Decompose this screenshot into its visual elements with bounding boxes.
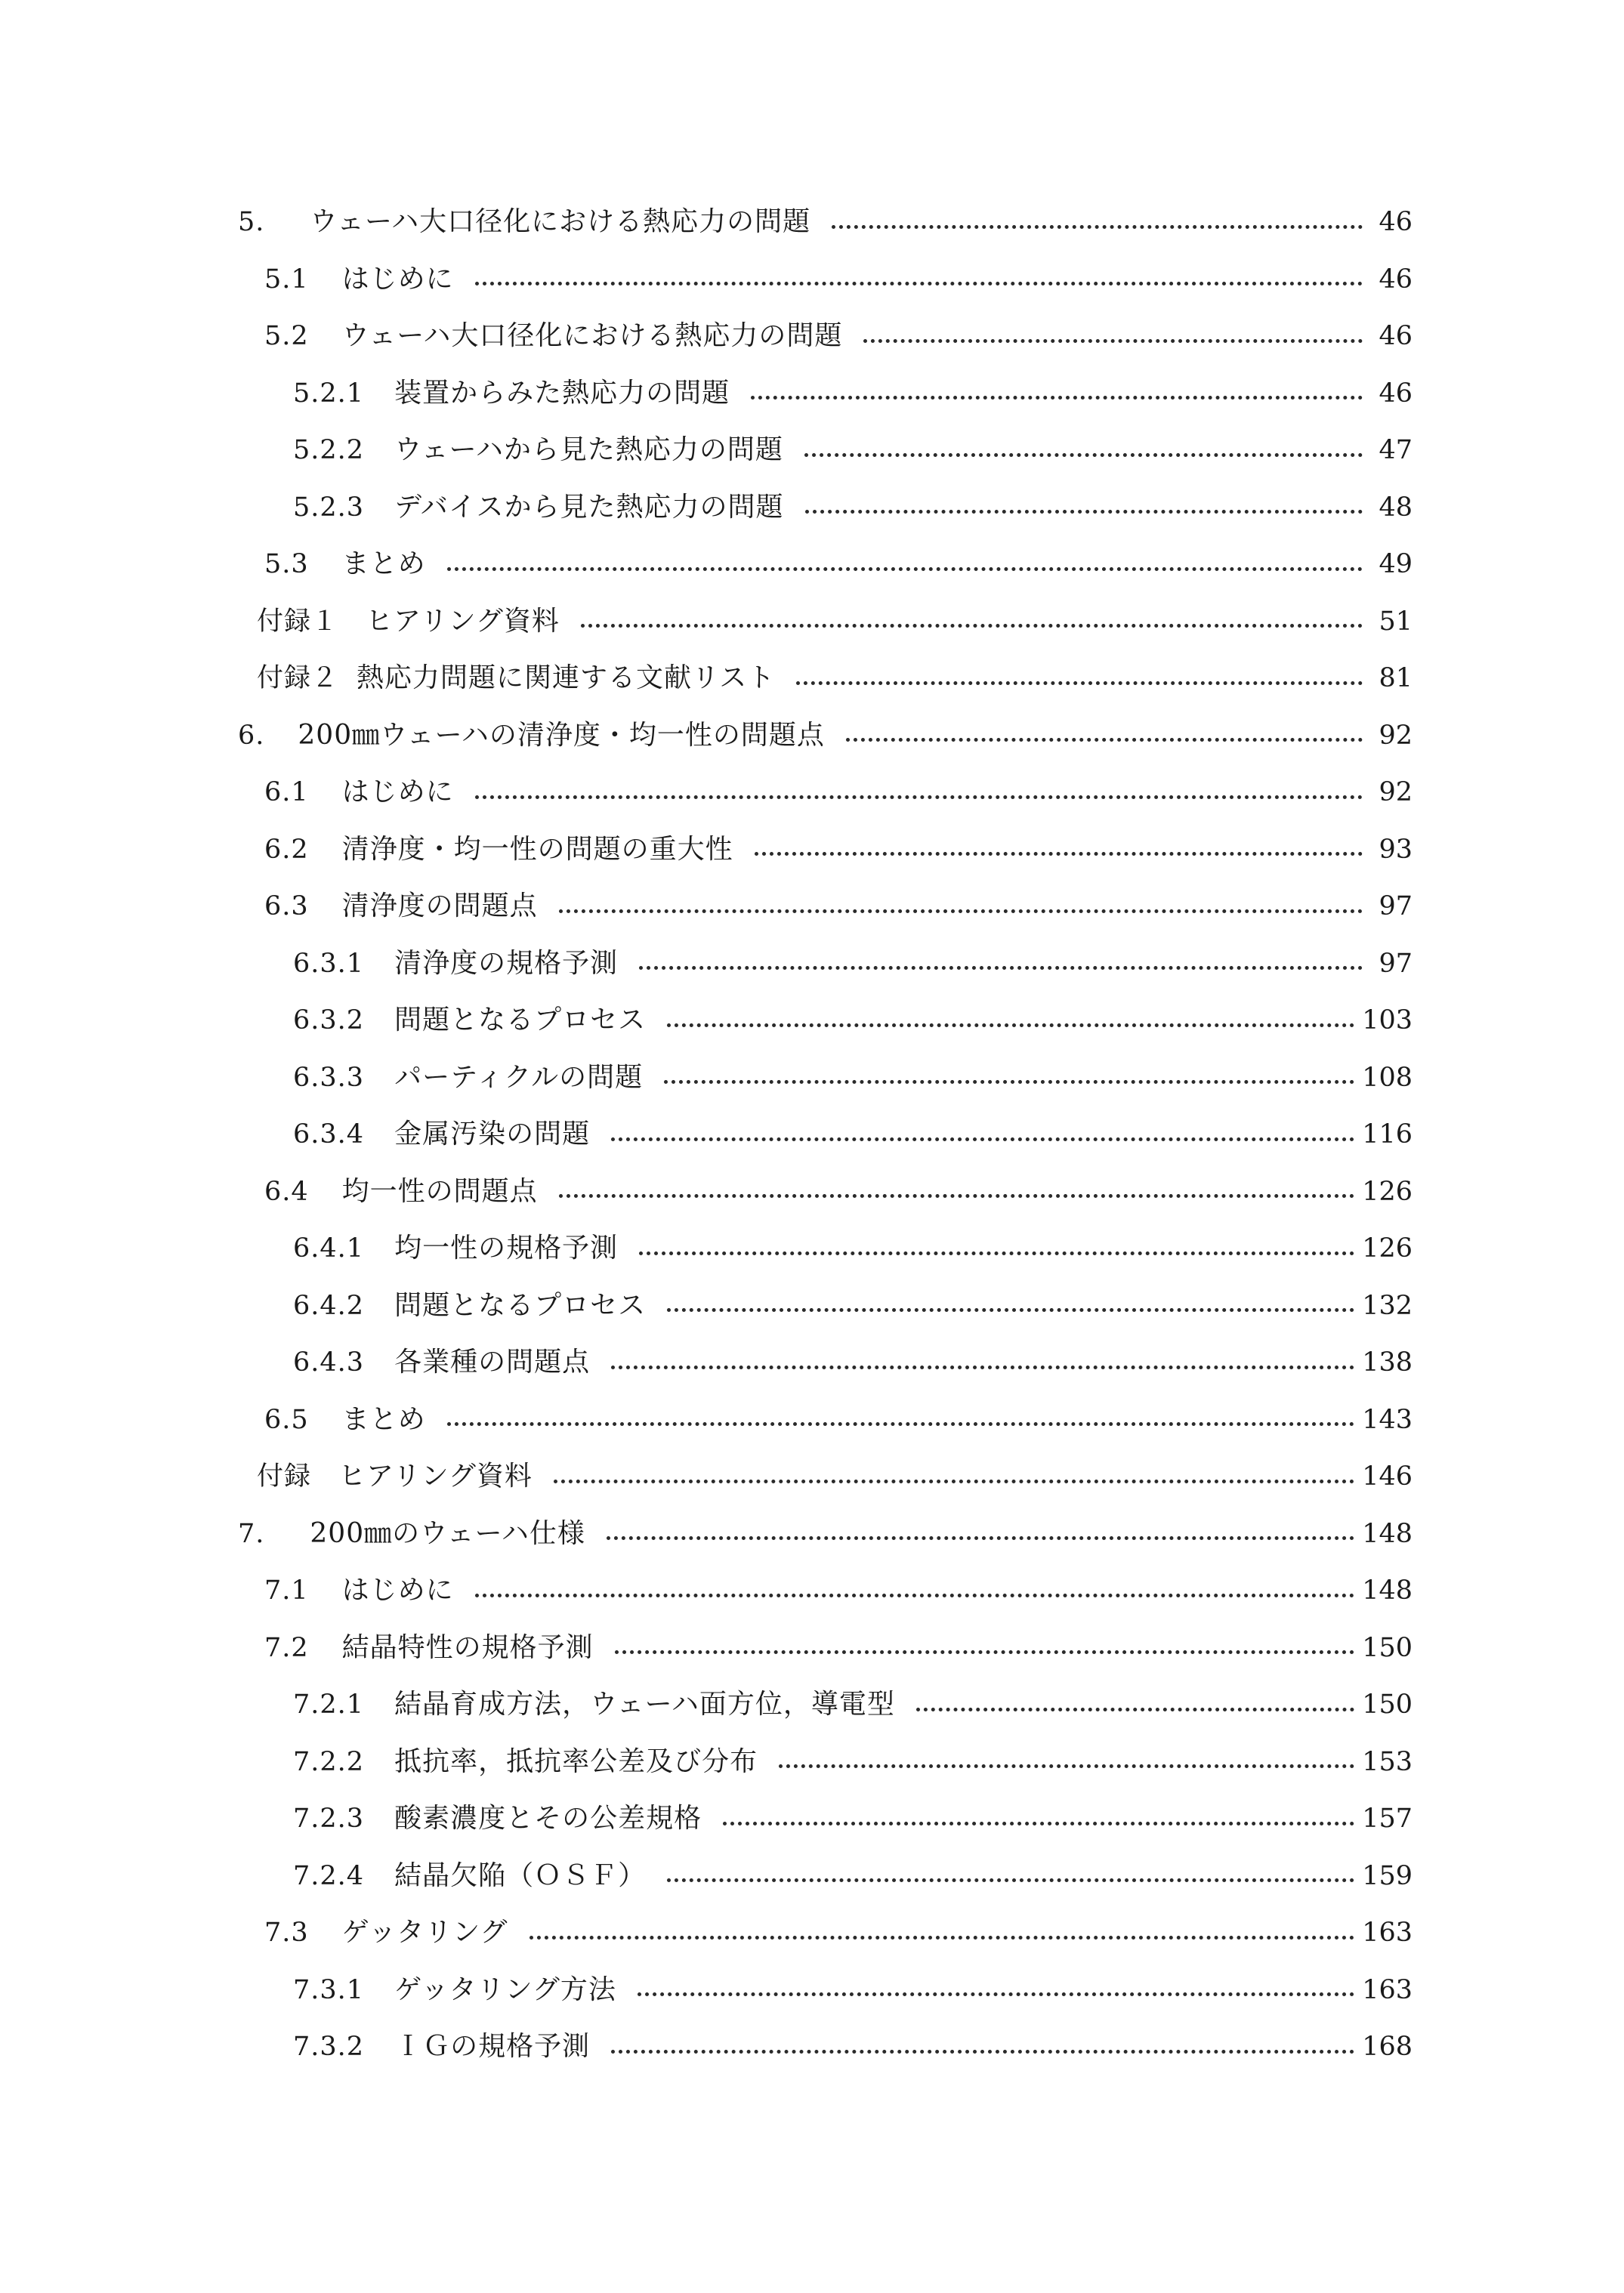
page-number: 157 [1362,1804,1413,1834]
page-number: 150 [1362,1690,1413,1720]
toc-entry [0,587,1624,644]
section-title: 清浄度の規格予測 [394,947,619,979]
section-title: 均一性の規格予測 [394,1233,619,1264]
section-number: 5.2.2 [293,435,365,465]
dot-leader [723,1822,1354,1825]
section-number: 7.1 [264,1575,309,1606]
table-of-contents [0,187,1624,2069]
toc-entry-line [293,1687,1413,1723]
page-number: 163 [1362,1974,1413,2005]
dot-leader [664,1080,1354,1084]
dot-leader [475,1594,1355,1597]
page-number: 126 [1362,1233,1413,1264]
toc-entry [0,473,1624,530]
toc-entry-line [257,1458,1413,1495]
toc-entry-line [238,718,1413,754]
toc-entry-line [293,1801,1413,1837]
toc-entry [0,1100,1624,1157]
dot-leader [804,453,1363,457]
dot-leader [447,567,1363,571]
page-number: 159 [1362,1860,1413,1891]
toc-entry [0,1328,1624,1385]
toc-entry-line [264,1630,1413,1666]
page-number: 138 [1362,1347,1413,1378]
section-number: 付録 [257,1461,312,1492]
section-number: 6.3.4 [293,1119,365,1150]
page-number: 103 [1362,1005,1413,1035]
page-number: 163 [1362,1918,1413,1948]
dot-leader [447,1422,1355,1426]
dot-leader [846,738,1363,742]
page-number: 108 [1362,1062,1413,1093]
page-number: 92 [1379,720,1413,751]
toc-entry [0,1556,1624,1613]
page-number: 143 [1362,1404,1413,1435]
toc-entry [0,1670,1624,1727]
toc-entry-line [264,832,1413,868]
section-number: 7.2.2 [293,1746,365,1777]
toc-entry-line [264,1915,1413,1951]
toc-entry [0,1157,1624,1214]
section-title: ヒアリング資料 [366,605,560,637]
section-title: ゲッタリング方法 [394,1974,616,2005]
section-title: 均一性の問題点 [341,1175,538,1207]
section-number: 付録２ [257,663,339,693]
section-title: 装置からみた熱応力の問題 [394,377,730,409]
section-number: 7.3.2 [293,2032,365,2062]
page-number: 46 [1379,264,1413,295]
section-title: ウェーハ大口径化における熱応力の問題 [341,320,843,351]
section-title: 問題となるプロセス [394,1289,647,1321]
section-title: ウェーハ大口径化における熱応力の問題 [310,206,811,237]
toc-entry [0,187,1624,245]
toc-entry-line [257,603,1413,640]
dot-leader [611,1137,1354,1141]
section-title: 結晶欠陥（ＯＳＦ） [394,1859,647,1891]
page-number: 168 [1362,2032,1413,2062]
page-number: 150 [1362,1632,1413,1663]
section-title: 結晶育成方法，ウェーハ面方位，導電型 [394,1689,895,1720]
toc-entry [0,1613,1624,1671]
dot-leader [475,795,1363,799]
toc-entry [0,872,1624,929]
toc-entry [0,1043,1624,1100]
dot-leader [832,225,1363,229]
dot-leader [529,1936,1355,1940]
section-number: 6.3.3 [293,1062,365,1093]
toc-entry [0,1841,1624,1899]
section-number: 5.2 [264,321,309,351]
page-number: 153 [1362,1746,1413,1777]
section-number: 5.1 [264,264,309,295]
toc-entry [0,986,1624,1043]
page-number: 46 [1379,207,1413,237]
toc-entry-line [293,1230,1413,1267]
toc-entry-line [293,1344,1413,1381]
toc-entry-line [293,1002,1413,1038]
section-number: 6.1 [264,777,309,807]
page-number: 132 [1362,1290,1413,1321]
section-number: 6.3 [264,891,309,921]
toc-entry-line [264,546,1413,582]
toc-entry-line [293,1116,1413,1153]
section-title: 酸素濃度とその公差規格 [394,1803,702,1834]
section-title: はじめに [341,1575,454,1606]
page-number: 47 [1379,435,1413,465]
toc-entry [0,1898,1624,1955]
section-title: 金属汚染の問題 [394,1119,591,1150]
dot-leader [559,909,1363,913]
section-title: ゲッタリング [341,1917,508,1948]
toc-entry-line [293,375,1413,412]
section-number: 7.2.4 [293,1860,365,1891]
dot-leader [751,396,1363,400]
section-number: 6.3.1 [293,948,365,979]
toc-entry [0,415,1624,473]
dot-leader [639,966,1363,970]
section-number: 6.5 [264,1404,309,1435]
section-title: 200㎜ウェーハの清浄度・均一性の問題点 [298,719,825,751]
page-number: 49 [1379,549,1413,579]
page-number: 51 [1379,606,1413,637]
toc-entry-line [264,1402,1413,1438]
toc-entry-line [293,2029,1413,2065]
toc-entry-line [293,946,1413,982]
page-number: 97 [1379,891,1413,921]
section-number: 5. [238,207,265,237]
toc-entry-line [264,774,1413,810]
dot-leader [559,1194,1355,1198]
dot-leader [581,624,1363,628]
section-title: 熱応力問題に関連する文献リスト [357,662,776,693]
toc-entry-line [264,1572,1413,1609]
section-number: 6. [238,720,265,751]
toc-entry [0,301,1624,359]
section-number: 7.2 [264,1632,309,1663]
toc-entry [0,815,1624,872]
section-title: 各業種の問題点 [394,1347,591,1378]
toc-entry [0,1214,1624,1271]
toc-entry [0,643,1624,701]
section-title: 問題となるプロセス [394,1005,647,1035]
toc-entry-line [293,1288,1413,1324]
section-title: 抵抗率，抵抗率公差及び分布 [394,1745,758,1777]
section-title: 200㎜のウェーハ仕様 [310,1517,585,1549]
dot-leader [615,1650,1355,1654]
section-title: まとめ [341,548,426,579]
toc-entry [0,1385,1624,1443]
dot-leader [475,282,1363,285]
toc-entry [0,1499,1624,1557]
page-number: 126 [1362,1176,1413,1207]
section-number: 5.2.1 [293,378,365,409]
toc-entry-line [293,1744,1413,1780]
dot-leader [916,1708,1354,1711]
page-number: 148 [1362,1518,1413,1549]
section-number: 7.2.3 [293,1804,365,1834]
section-number: 7.3.1 [293,1974,365,2005]
toc-entry-line [264,318,1413,354]
page-number: 46 [1379,321,1413,351]
section-title: デバイスから見た熱応力の問題 [394,491,784,523]
dot-leader [805,510,1363,514]
toc-entry-line [257,660,1413,696]
section-title: ＩＧの規格予測 [394,2031,591,2062]
toc-entry-line [293,1060,1413,1096]
dot-leader [554,1480,1354,1483]
section-number: 6.4 [264,1176,309,1207]
toc-entry-line [238,1516,1413,1552]
section-title: 結晶特性の規格予測 [341,1631,594,1663]
section-number: 7.3 [264,1918,309,1948]
dot-leader [611,2050,1354,2054]
section-number: 6.3.2 [293,1005,365,1035]
section-title: はじめに [341,776,454,807]
toc-entry [0,1727,1624,1785]
toc-entry [0,359,1624,416]
section-number: 5.2.3 [293,492,365,523]
page-number: 148 [1362,1575,1413,1606]
page-number: 92 [1379,777,1413,807]
toc-entry-line [264,888,1413,924]
toc-entry [0,1784,1624,1841]
section-title: 清浄度・均一性の問題の重大性 [341,833,733,865]
dot-leader [779,1764,1354,1768]
section-number: 7. [238,1518,265,1549]
section-title: ヒアリング資料 [338,1461,533,1492]
section-number: 付録１ [257,606,339,637]
page-number: 116 [1362,1119,1413,1150]
page-number: 146 [1362,1461,1413,1492]
toc-entry [0,929,1624,986]
dot-leader [667,1308,1354,1312]
section-title: 清浄度の問題点 [341,890,538,921]
dot-leader [755,852,1363,856]
dot-leader [667,1878,1354,1882]
page-number: 81 [1379,663,1413,693]
dot-leader [863,339,1363,343]
toc-entry-line [293,1972,1413,2008]
section-title: はじめに [341,263,454,295]
toc-entry [0,2012,1624,2069]
toc-entry-line [264,261,1413,298]
section-title: ウェーハから見た熱応力の問題 [394,434,783,465]
dot-leader [611,1366,1354,1369]
dot-leader [796,681,1363,685]
section-title: パーティクルの問題 [394,1061,644,1093]
toc-entry [0,1442,1624,1499]
toc-entry-line [293,1858,1413,1894]
toc-entry [0,1955,1624,2013]
toc-entry [0,758,1624,815]
section-number: 6.4.3 [293,1347,365,1378]
dot-leader [638,1992,1354,1996]
page-number: 46 [1379,378,1413,409]
toc-entry-line [238,204,1413,240]
page-number: 48 [1379,492,1413,523]
section-number: 6.4.1 [293,1233,365,1264]
toc-entry-line [293,489,1413,526]
toc-entry-line [264,1174,1413,1210]
section-number: 7.2.1 [293,1690,365,1720]
section-number: 6.2 [264,834,309,865]
toc-entry [0,701,1624,758]
dot-leader [667,1023,1354,1027]
section-number: 5.3 [264,549,309,579]
section-title: まとめ [341,1403,426,1435]
toc-entry-line [293,432,1413,468]
section-number: 6.4.2 [293,1290,365,1321]
page-number: 93 [1379,834,1413,865]
dot-leader [639,1251,1354,1255]
toc-entry [0,245,1624,302]
toc-entry [0,529,1624,587]
toc-entry [0,1271,1624,1329]
dot-leader [607,1536,1354,1540]
page-number: 97 [1379,948,1413,979]
